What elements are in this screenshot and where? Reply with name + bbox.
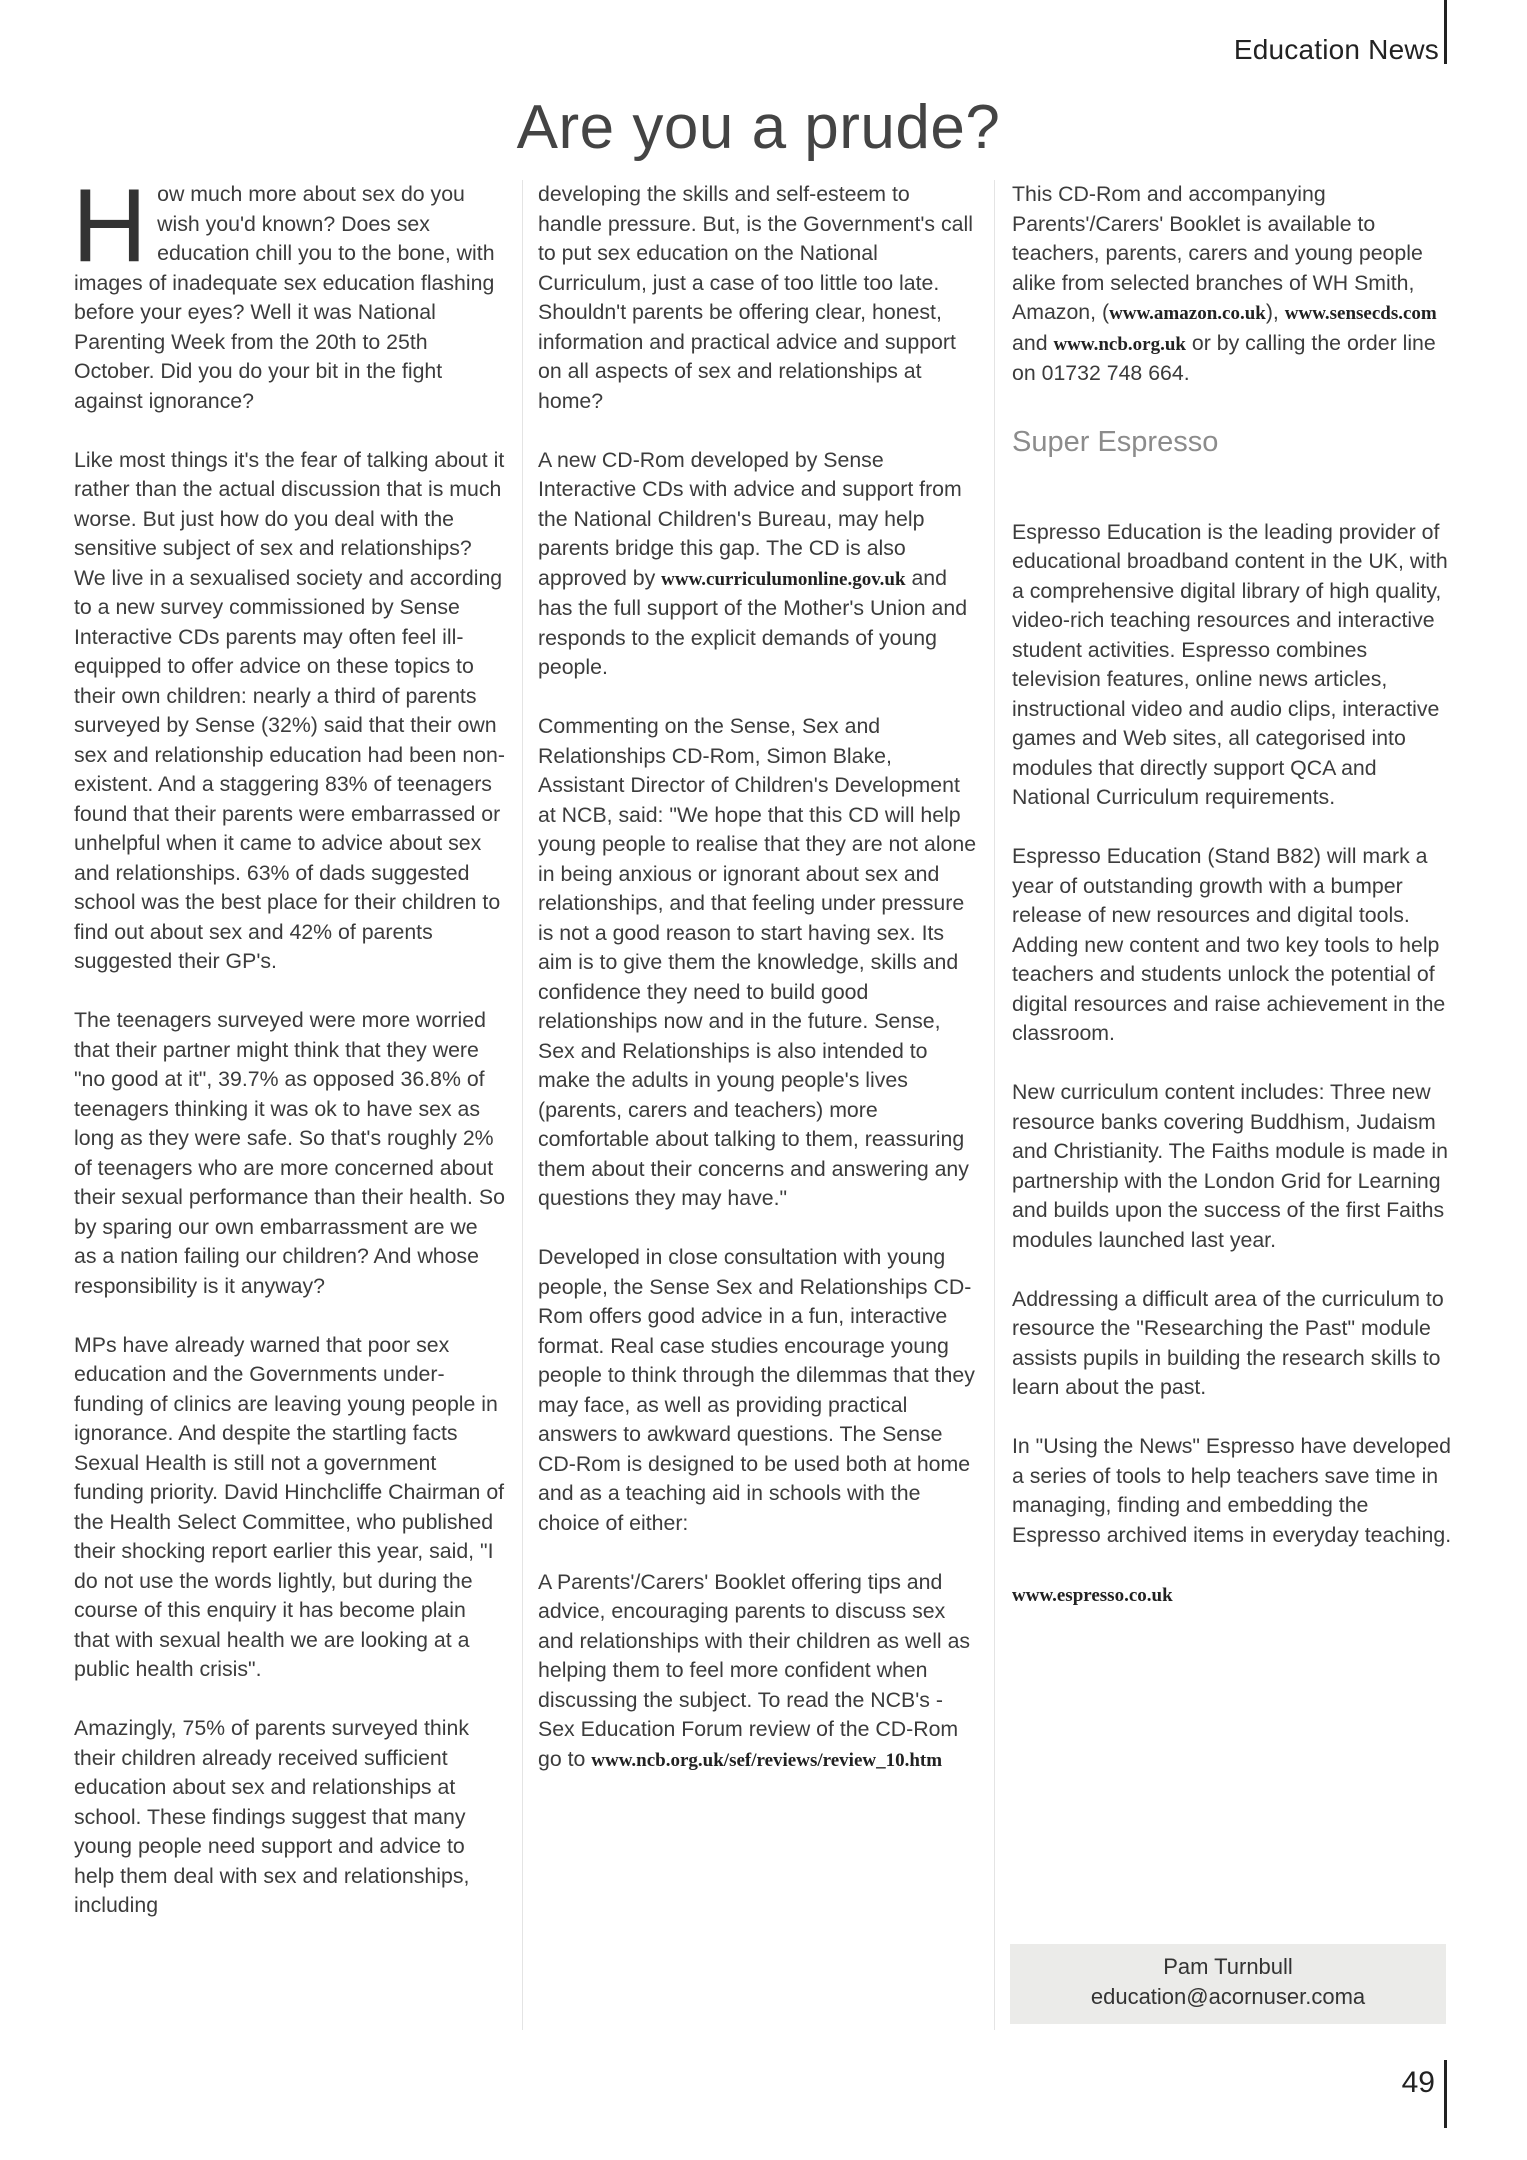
paragraph-text: In "Using the News" Espresso have developed a series of tools to help teachers save time in managing, finding and embedding the Espresso archived items in everyday teaching. bbox=[1012, 1434, 1452, 1547]
paragraph bbox=[72, 168, 506, 416]
column-divider bbox=[994, 180, 995, 2030]
paragraph-text: and bbox=[1012, 330, 1054, 355]
paragraph-text: A Parents'/Carers' Booklet offering tips and advice, encouraging parents to discuss sex and relationships with their children as well as helping them to feel more confident when discussing the subject. To read the NCB's - Sex Education Forum review of the CD-Rom go to bbox=[538, 1569, 971, 1771]
author-box bbox=[1010, 1944, 1446, 2024]
paragraph-text: MPs have already warned that poor sex education and the Governments under-funding of clinics are leaving young people in ignorance. And despite the startling facts Sexual Health is still not a government funding priority. David Hinchcliffe Chairman of the Health Select Committee, who published their shocking report earlier this year, said, "I do not use the words lightly, but during the course of this enquiry it has become plain that with sexual health we are looking at a public health crisis". bbox=[74, 1332, 505, 1681]
paragraph-text: New curriculum content includes: Three new resource banks covering Buddhism, Judaism and Christianity. The Faiths module is made in partnership with the London Grid for Learning and builds upon the success of the first Faiths modules launched last year. bbox=[1012, 1080, 1449, 1252]
web-link[interactable]: www.amazon.co.uk bbox=[1109, 303, 1266, 324]
paragraph bbox=[538, 180, 978, 416]
web-link[interactable]: www.ncb.org.uk/sef/reviews/review_10.htm bbox=[591, 1749, 943, 1771]
paragraph bbox=[74, 446, 506, 977]
paragraph bbox=[538, 446, 978, 683]
article-column-1 bbox=[72, 168, 506, 1950]
paragraph bbox=[538, 1243, 978, 1538]
web-link[interactable]: www.curriculumonline.gov.uk bbox=[661, 568, 906, 590]
web-link[interactable]: www.sensecds.com bbox=[1284, 303, 1437, 324]
paragraph-text: Like most things it's the fear of talking about it rather than the actual discussion that is much worse. But just how do you deal with the sensitive subject of sex and relationships? We live in a sexualised society and according to a new survey commissioned by Sense Interactive CDs parents may often feel ill-equipped to offer advice on these topics to their own children: nearly a third of parents surveyed by Sense (32%) said that their own sex and relationship education had been non-existent. And a staggering 83% of teenagers found that their parents were embarrassed or unhelpful when it came to advice about sex and relationships. 63% of dads suggested school was the best place for their children to find out about sex and 42% of parents suggested their GP's. bbox=[74, 447, 505, 973]
paragraph-text: Espresso Education (Stand B82) will mark a year of outstanding growth with a bumper release of new resources and digital tools. Adding new content and two key tools to help teachers and students unlock the potential of digital resources and raise achievement in the classroom. bbox=[1012, 844, 1446, 1045]
paragraph-text: Addressing a difficult area of the curriculum to resource the "Researching the Past" module assists pupils in building the research skills to learn about the past. bbox=[1012, 1286, 1444, 1399]
paragraph bbox=[1012, 518, 1452, 813]
paragraph bbox=[1012, 1078, 1452, 1255]
footer-rule bbox=[1444, 2060, 1447, 2128]
paragraph bbox=[74, 1006, 506, 1301]
paragraph-text: Espresso Education is the leading provider of educational broadband content in the UK, with a comprehensive digital library of high quality, video-rich teaching resources and interactive student activities. Espresso combines television features, online news articles, instructional video and audio clips, interactive games and Web sites, all categorised into modules that directly support QCA and National Curriculum requirements. bbox=[1012, 519, 1448, 809]
paragraph-text: and has the full support of the Mother's Union and responds to the explicit demands of young people. bbox=[538, 565, 968, 679]
paragraph bbox=[1012, 1580, 1452, 1611]
paragraph bbox=[1012, 1432, 1452, 1550]
drop-cap: H bbox=[72, 168, 148, 284]
web-link[interactable]: www.ncb.org.uk bbox=[1053, 333, 1186, 355]
column-divider bbox=[522, 180, 523, 2030]
article-title bbox=[0, 92, 1527, 163]
paragraph-text: developing the skills and self-esteem to handle pressure. But, is the Government's call to put sex education on the National Curriculum, just a case of too little too late. Shouldn't parents be offering clear, honest, information and practical advice and support on all aspects of sex and relationships at home? bbox=[538, 182, 973, 413]
subheading: Super Espresso bbox=[1012, 425, 1219, 458]
paragraph bbox=[538, 1568, 978, 1776]
author-email[interactable]: education@acornuser.coma bbox=[1090, 1984, 1366, 2009]
section-label: Education News bbox=[1233, 34, 1439, 65]
paragraph-text: Commenting on the Sense, Sex and Relationships CD-Rom, Simon Blake, Assistant Director of Children's Development at NCB, said: "We hope that this CD will help young people to realise that they are not alone in being anxious or ignorant about sex and relationships, and that feeling under pressure is not a good reason to start having sex. Its aim is to give them the knowledge, skills and confidence they need to build good relationships now and in the future. Sense, Sex and Relationships is also intended to make the adults in young people's lives (parents, carers and teachers) more comfortable about talking to them, reassuring them about their concerns and answering any questions they may have." bbox=[538, 714, 977, 1210]
paragraph bbox=[1012, 842, 1452, 1049]
header-rule bbox=[1444, 0, 1447, 64]
paragraph bbox=[1012, 1285, 1452, 1403]
paragraph-text: ow much more about sex do you wish you'd known? Does sex education chill you to the bone, with images of inadequate sex education flashing before your eyes? Well it was National Parenting Week from the 20th to 25th October. Did you do your bit in the fight against ignorance? bbox=[74, 182, 495, 413]
author-name: Pam Turnbull bbox=[1163, 1954, 1293, 1979]
paragraph-text: The teenagers surveyed were more worried that their partner might think that they were "no good at it", 39.7% as opposed 36.8% of teenagers thinking it was ok to have sex as long as they were safe. So that's roughly 2% of teenagers who are more concerned about their sexual performance than their health. So by sparing our own embarrassment are we as a nation failing our children? And whose responsibility is it anyway? bbox=[74, 1008, 505, 1298]
paragraph bbox=[74, 1714, 506, 1921]
paragraph bbox=[1012, 180, 1452, 389]
paragraph bbox=[538, 712, 978, 1214]
paragraph-text: Developed in close consultation with young people, the Sense Sex and Relationships CD-Rom offers good advice in a fun, interactive format. Real case studies encourage young people to think through the dilemmas that they may face, as well as providing practical answers to awkward questions. The Sense CD-Rom is designed to be used both at home and as a teaching aid in schools with the choice of either: bbox=[538, 1245, 975, 1535]
paragraph-text: A new CD-Rom developed by Sense Interactive CDs with advice and support from the National Children's Bureau, may help parents bridge this gap. The CD is also approved by bbox=[538, 447, 962, 590]
paragraph-text: Amazingly, 75% of parents surveyed think their children already received sufficient education about sex and relationships at school. These findings suggest that many young people need support and advice to help them deal with sex and relationships, including bbox=[74, 1716, 470, 1917]
paragraph bbox=[74, 1331, 506, 1685]
web-link[interactable]: www.espresso.co.uk bbox=[1012, 1584, 1173, 1606]
paragraph-text: This CD-Rom and accompanying Parents'/Carers' Booklet is available to teachers, parents, carers and young people alike from selected branches of WH Smith, Amazon, ( bbox=[1012, 182, 1423, 324]
article-title-text: Are you a prude? bbox=[516, 93, 1001, 162]
paragraph-text: or by calling the order line on 01732 748 664. bbox=[1012, 330, 1436, 385]
article-column-3 bbox=[1012, 180, 1452, 1640]
page-number: 49 bbox=[1401, 2066, 1435, 2099]
article-column-2 bbox=[538, 180, 978, 1805]
paragraph-text: ), bbox=[1265, 300, 1285, 324]
